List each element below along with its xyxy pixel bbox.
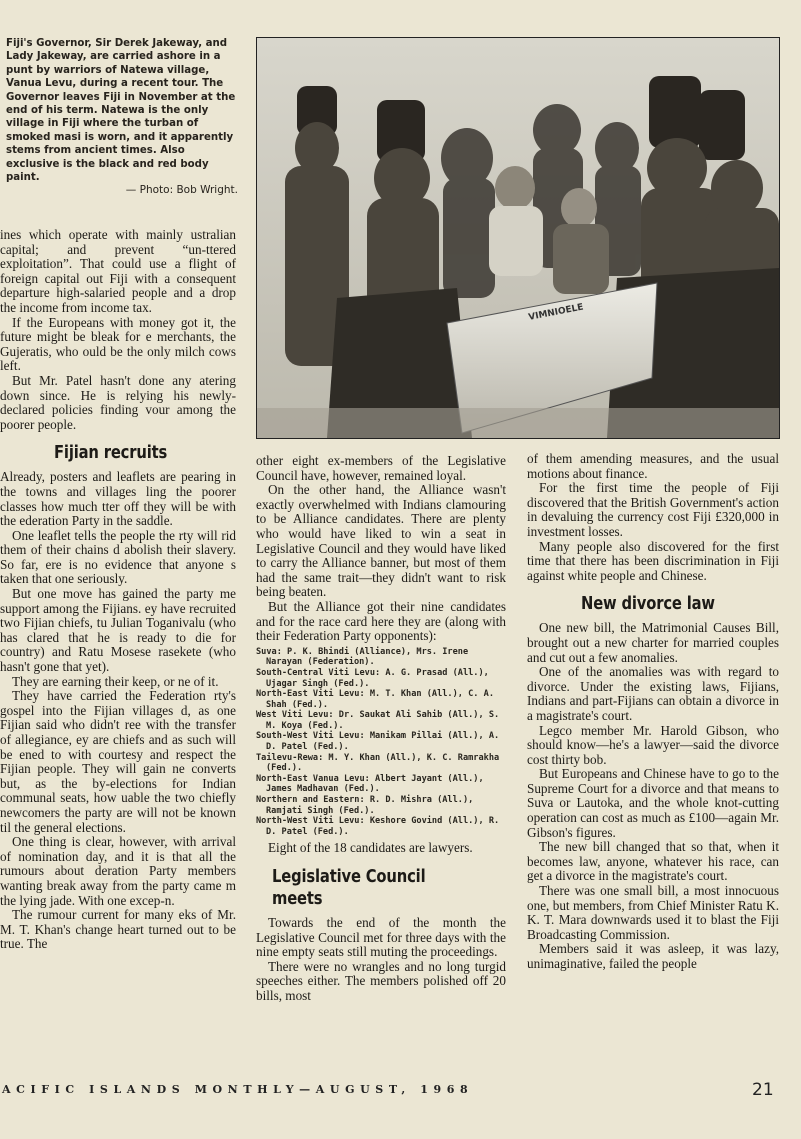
body-paragraph: They have carried the Federation rty's gospel into the Fijian villages d, as one Fijian said who didn't ree with the transfer of allegiance, ey are chiefs and as such will be ened to with courtesy and respect the Fijian people. They will gain ne converts but, as the by-elections for Indian communal seats, how uable the two chiefly newcomers the party are will not be known til the general elections. (0, 688, 236, 835)
body-paragraph: Towards the end of the month the Legislative Council met for three days with the nine empty seats still muting the proceedings. (256, 915, 506, 960)
body-paragraph: But the Alliance got their nine candidates and for the race card here they are (along with their Federation Party opponents): (256, 598, 506, 644)
body-paragraph: On the other hand, the Alliance wasn't exactly overwhelmed with Indians clamouring to be Alliance candidates. There are plenty who would have liked to win a seat in Legislative Council and they would have liked to carry the Alliance banner, but most of them had the same trait—they didn't want to risk being beaten. (256, 482, 506, 600)
candidate-entry: Tailevu-Rewa: M. Y. Khan (All.), K. C. Ramrakha (Fed.). (256, 752, 500, 774)
body-paragraph: For the first time the people of Fiji discovered that the British Government's action in devaluing the currency cost Fiji £320,000 in investment losses. (527, 480, 779, 539)
candidate-entry: South-West Viti Levu: Manikam Pillai (All.), A. D. Patel (Fed.). (256, 731, 500, 753)
candidate-entry: North-West Viti Levu: Keshore Govind (All.), R. D. Patel (Fed.). (256, 816, 500, 837)
candidate-entry: North-East Vanua Levu: Albert Jayant (All.), James Madhavan (Fed.). (256, 773, 484, 795)
body-paragraph: They are earning their keep, or ne of it. (12, 673, 219, 689)
photo-caption (6, 37, 238, 198)
body-paragraph: Legco member Mr. Harold Gibson, who should know—he's a lawyer—said the divorce cost thirty bob. (527, 722, 779, 767)
page-footer (0, 1080, 801, 1100)
article-column-1 (0, 228, 236, 952)
body-paragraph: There was one small bill, a most innocuous one, but members, from Chief Minister Ratu K. K. T. Mara downwards used it to blast the Fiji Broadcasting Commission. (527, 883, 779, 942)
photograph (256, 37, 780, 439)
caption-text: Fiji's Governor, Sir Derek Jakeway, and Lady Jakeway, are carried ashore in a punt by warriors of Natewa village, Vanua Levu, during a recent tour. The Governor leaves Fiji in November at the end of his term. Natewa is the only village in Fiji where the turban of smoked masi is worn, and it apparently stems from ancient times. Also exclusive is the black and red body paint. (6, 38, 236, 184)
section-heading-fijian-recruits: Fijian recruits (54, 442, 168, 464)
running-title: ACIFIC ISLANDS MONTHLY—AUGUST, 1968 (2, 1083, 474, 1096)
body-paragraph: The new bill changed that so that, when it becomes law, anyone, whatever his race, can get a divorce in the magistrate's court. (527, 839, 779, 884)
body-paragraph: Eight of the 18 candidates are lawyers. (268, 840, 473, 856)
body-paragraph: Members said it was asleep, it was lazy, unimaginative, failed the people (527, 941, 779, 971)
candidate-entry: Northern and Eastern: R. D. Mishra (All.), Ramjati Singh (Fed.). (256, 795, 474, 816)
boat-name: VIMNIOELE (527, 302, 585, 323)
body-paragraph: ines which operate with mainly ustralian capital; and prevent “un-ttered exploitation”. That could use a flight of foreign capital out Fiji with a consequent departure high-salaried people and a drop the income from income tax. (0, 227, 236, 315)
section-heading-new-divorce-law: New divorce law (581, 593, 715, 615)
body-paragraph: of them amending measures, and the usual motions about finance. (527, 451, 779, 481)
candidate-entry: West Viti Levu: Dr. Saukat Ali Sahib (All.), S. M. Koya (Fed.). (256, 710, 500, 731)
body-paragraph: There were no wrangles and no long turgid speeches either. The members polished off 20 bills, most (256, 958, 506, 1003)
candidate-list (256, 647, 506, 838)
candidate-entry: North-East Viti Levu: M. T. Khan (All.), C. A. Shah (Fed.). (256, 689, 494, 710)
candidate-entry: Suva: P. K. Bhindi (Alliance), Mrs. Irene Narayan (Federation). (256, 646, 469, 668)
body-paragraph: But Mr. Patel hasn't done any atering down since. He is relying his newly-declared policies finding vour among the poorer people. (0, 372, 236, 432)
page-number: 21 (752, 1080, 774, 1100)
body-paragraph: But one move has gained the party me support among the Fijians. ey have recruited two Fijian chiefs, tu Julian Toganivalu (who has clared that he is ready to die for country) and Ratu Mosese rasekete (who hasn't gone that yet). (0, 586, 236, 675)
body-paragraph: other eight ex-members of the Legislative Council have, however, remained loyal. (256, 453, 506, 483)
body-paragraph: One leaflet tells the people the rty will rid them of their chains d abolish their slavery. So far, ere is no evidence that anyone s taken that one seriously. (0, 527, 236, 587)
photo-illustration (257, 38, 779, 438)
body-paragraph: Many people also discovered for the first time that there has been discrimination in Fiji against white people and Chinese. (527, 538, 779, 583)
candidate-entry: South-Central Viti Levu: A. G. Prasad (All.), Ujagar Singh (Fed.). (256, 667, 489, 689)
body-paragraph: But Europeans and Chinese have to go to the Supreme Court for a divorce and that means to Suva or Lautoka, and the whole knot-cutting operation can cost as much as £100—again Mr. Gibson's figures. (527, 766, 779, 840)
body-paragraph: If the Europeans with money got it, the future might be bleak for e merchants, the Gujeratis, who ould be the only milch cows left. (0, 314, 236, 374)
body-paragraph: The rumour current for many eks of Mr. M. T. Khan's change heart turned out to be true. The (0, 907, 236, 952)
section-heading-legislative-council: Legislative Council meets (272, 866, 426, 909)
body-paragraph: One thing is clear, however, with arrival of nomination day, and it is that all the rumours about deration Party members wanting break away from the party came m the lying jade. With one excep-n. (0, 834, 236, 908)
article-column-3 (527, 452, 779, 972)
body-paragraph: One of the anomalies was with regard to divorce. Under the existing laws, Fijians, Indians and part-Fijians can obtain a divorce in a magistrate's court. (527, 664, 779, 723)
article-column-2 (256, 454, 506, 1004)
body-paragraph: One new bill, the Matrimonial Causes Bill, brought out a new charter for married couples and cut out a few anomalies. (527, 620, 779, 665)
photo-credit: — Photo: Bob Wright. (125, 184, 238, 197)
body-paragraph: Already, posters and leaflets are pearing in the towns and villages ling the poorer classes how much tter off they will be with the ederation Party in the saddle. (0, 469, 236, 529)
